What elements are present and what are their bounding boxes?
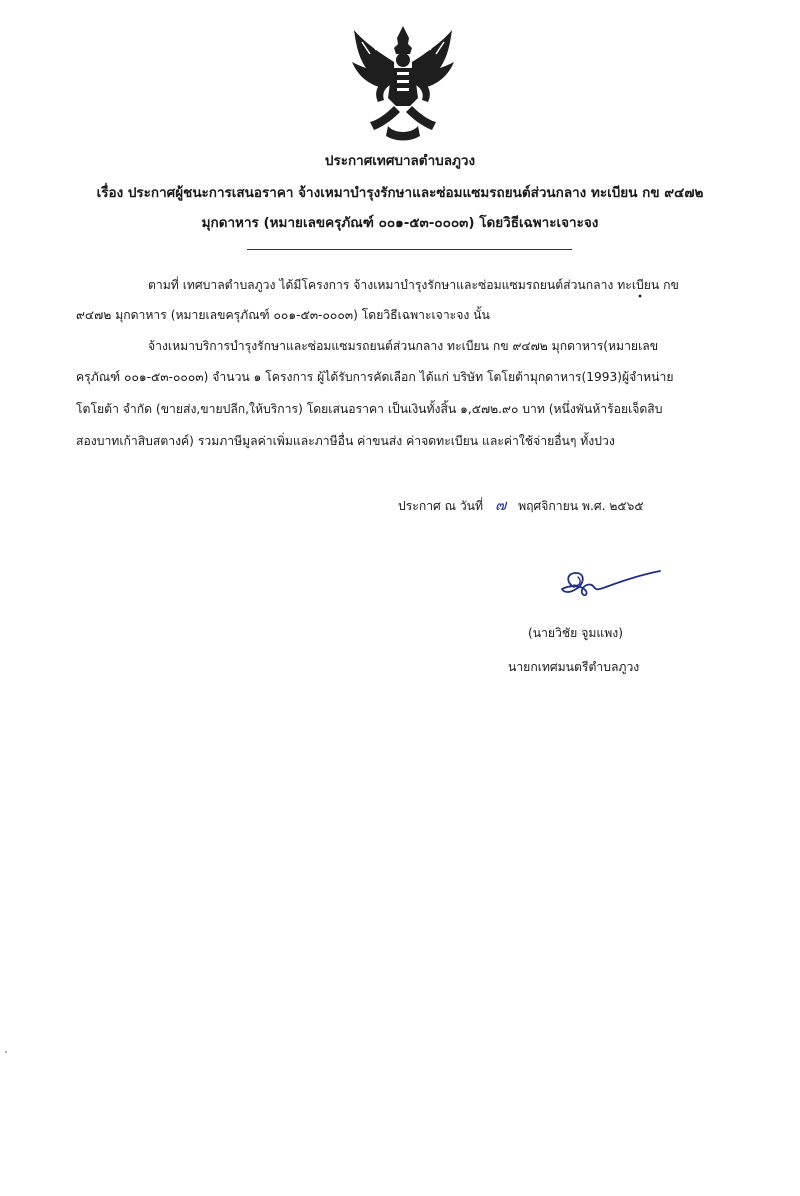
issuing-organization: ประกาศเทศบาลตำบลภูวง [324,153,476,169]
body-paragraph-line: ตามที่ เทศบาลตำบลภูวง ได้มีโครงการ จ้างเหมาบำรุงรักษาและซ่อมแซมรถยนต์ส่วนกลาง ทะเบียน กข [148,278,679,292]
body-paragraph-line: ครุภัณฑ์ ๐๐๑-๕๓-๐๐๐๓) จำนวน ๑ โครงการ ผู้ได้รับการคัดเลือก ได้แก่ บริษัท โตโยต้ามุกดาหาร(1993)ผู้จำหน่าย [76,370,674,384]
handwritten-signature [556,563,666,603]
date-prefix: ประกาศ ณ วันที่ [398,499,484,513]
date-month-year: พฤศจิกายน พ.ศ. ๒๕๖๕ [518,499,644,513]
header-divider [247,249,572,250]
body-paragraph-line: จ้างเหมาบริการบำรุงรักษาและซ่อมแซมรถยนต์ส่วนกลาง ทะเบียน กข ๙๔๗๒ มุกดาหาร(หมายเลข [148,339,659,353]
signatory-name: (นายวิชัย จูมแพง) [528,626,623,640]
subject-line-2: มุกดาหาร (หมายเลขครุภัณฑ์ ๐๐๑-๕๓-๐๐๐๓) โดยวิธีเฉพาะเจาะจง [201,215,599,231]
date-day: ๗ [494,496,507,514]
body-paragraph-line: โตโยต้า จำกัด (ขายส่ง,ขายปลีก,ให้บริการ) โดยเสนอราคา เป็นเงินทั้งสิ้น ๑,๕๗๒.๙๐ บาท (หนึ่งพันห้าร้อยเจ็ดสิบ [76,402,663,416]
signatory-position: นายกเทศมนตรีตำบลภูวง [508,660,640,674]
garuda-emblem-icon [348,22,458,144]
body-paragraph-line: สองบาทเก้าสิบสตางค์) รวมภาษีมูลค่าเพิ่มและภาษีอื่น ค่าขนส่ง ค่าจดทะเบียน และค่าใช้จ่ายอื่นๆ ทั้งปวง [76,434,615,448]
body-paragraph-line: ๙๔๗๒ มุกดาหาร (หมายเลขครุภัณฑ์ ๐๐๑-๕๓-๐๐๐๓) โดยวิธีเฉพาะเจาะจง นั้น [76,308,490,322]
announcement-date [398,496,644,515]
subject-line-1: เรื่อง ประกาศผู้ชนะการเสนอราคา จ้างเหมาบำรุงรักษาและซ่อมแซมรถยนต์ส่วนกลาง ทะเบียน กข ๙๔๗๒ [96,185,704,201]
